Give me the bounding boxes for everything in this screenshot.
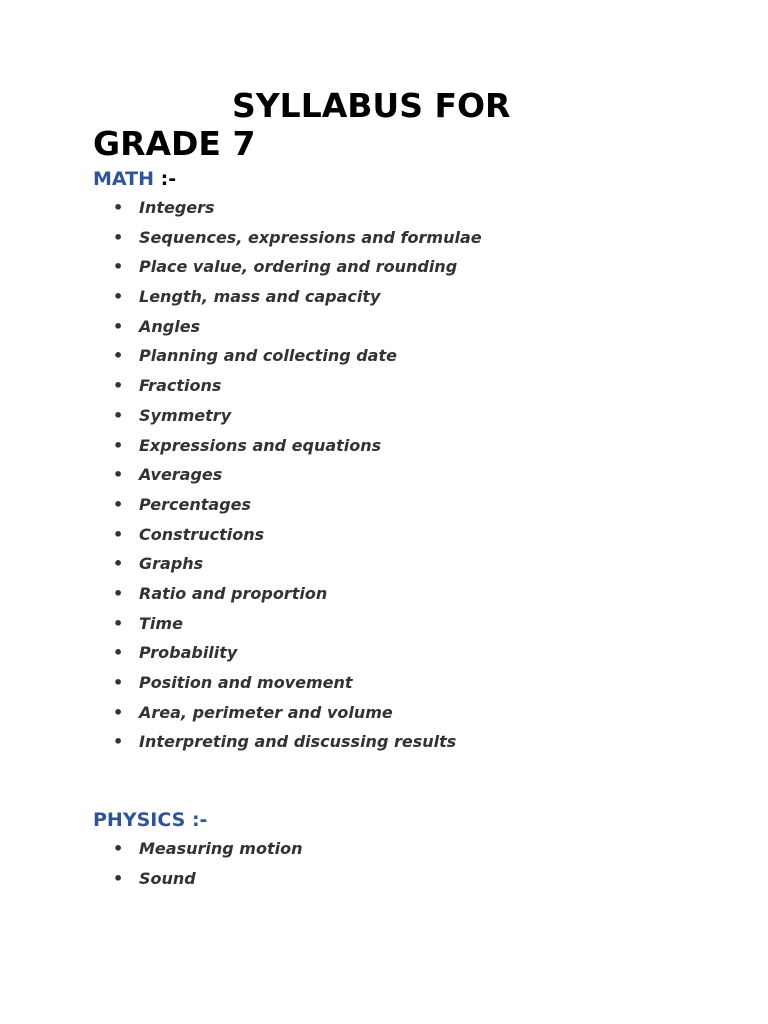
topic-label: Percentages (139, 494, 252, 514)
bullet-icon: • (113, 435, 124, 455)
bullet-icon: • (113, 839, 124, 859)
list-item (93, 549, 693, 579)
bullet-icon: • (113, 868, 124, 888)
topic-label: Expressions and equations (139, 435, 382, 455)
bullet-icon: • (113, 732, 124, 752)
topic-label: Time (139, 613, 183, 633)
bullet-icon: • (113, 465, 124, 485)
document-page (93, 87, 693, 893)
math-heading-suffix: :- (154, 168, 177, 190)
list-item (93, 638, 693, 668)
list-item (93, 698, 693, 728)
bullet-icon: • (113, 554, 124, 574)
bullet-icon: • (113, 524, 124, 544)
list-item (93, 401, 693, 431)
bullet-icon: • (113, 227, 124, 247)
bullet-icon: • (113, 376, 124, 396)
list-item (93, 252, 693, 282)
physics-heading-suffix: :- (185, 809, 208, 832)
bullet-icon: • (113, 198, 124, 217)
list-item (93, 609, 693, 639)
topic-label: Length, mass and capacity (139, 287, 381, 307)
topic-label: Integers (139, 198, 215, 217)
list-item (93, 668, 693, 698)
physics-subject-label: PHYSICS (93, 809, 186, 832)
bullet-icon: • (113, 346, 124, 366)
list-item (93, 490, 693, 520)
bullet-icon: • (113, 613, 124, 633)
bullet-icon: • (113, 583, 124, 603)
topic-label: Graphs (139, 554, 204, 574)
topic-label: Fractions (139, 376, 222, 396)
bullet-icon: • (113, 673, 124, 692)
topic-label: Probability (139, 643, 238, 663)
topic-label: Symmetry (139, 405, 232, 425)
topic-label: Sound (139, 868, 196, 888)
page-title-line-1: SYLLABUS FOR (232, 86, 511, 125)
topic-label: Constructions (139, 524, 265, 544)
topic-label: Area, perimeter and volume (139, 702, 393, 722)
physics-topic-list (93, 834, 693, 893)
list-item (93, 431, 693, 461)
list-item (93, 864, 693, 894)
topic-label: Place value, ordering and rounding (139, 257, 458, 277)
bullet-icon: • (113, 316, 124, 336)
list-item (93, 579, 693, 609)
bullet-icon: • (113, 702, 124, 722)
list-item (93, 312, 693, 342)
list-item (93, 727, 693, 757)
list-item (93, 371, 693, 401)
math-section-heading (93, 166, 693, 192)
math-subject-label: MATH (93, 168, 154, 190)
list-item (93, 341, 693, 371)
bullet-icon: • (113, 643, 124, 663)
list-item (93, 282, 693, 312)
list-item (93, 834, 693, 864)
topic-label: Planning and collecting date (139, 346, 397, 366)
page-title-line-2: GRADE 7 (93, 124, 256, 163)
bullet-icon: • (113, 287, 124, 307)
topic-label: Measuring motion (139, 839, 303, 859)
topic-label: Sequences, expressions and formulae (139, 227, 482, 247)
list-item (93, 223, 693, 253)
list-item (93, 193, 693, 223)
topic-label: Averages (139, 465, 223, 485)
list-item (93, 520, 693, 550)
topic-label: Position and movement (139, 673, 353, 692)
bullet-icon: • (113, 257, 124, 277)
topic-label: Interpreting and discussing results (139, 732, 457, 752)
topic-label: Angles (139, 316, 201, 336)
bullet-icon: • (113, 494, 124, 514)
bullet-icon: • (113, 405, 124, 425)
math-topic-list (93, 193, 693, 757)
topic-label: Ratio and proportion (139, 583, 328, 603)
physics-section-heading (93, 807, 693, 833)
list-item (93, 460, 693, 490)
